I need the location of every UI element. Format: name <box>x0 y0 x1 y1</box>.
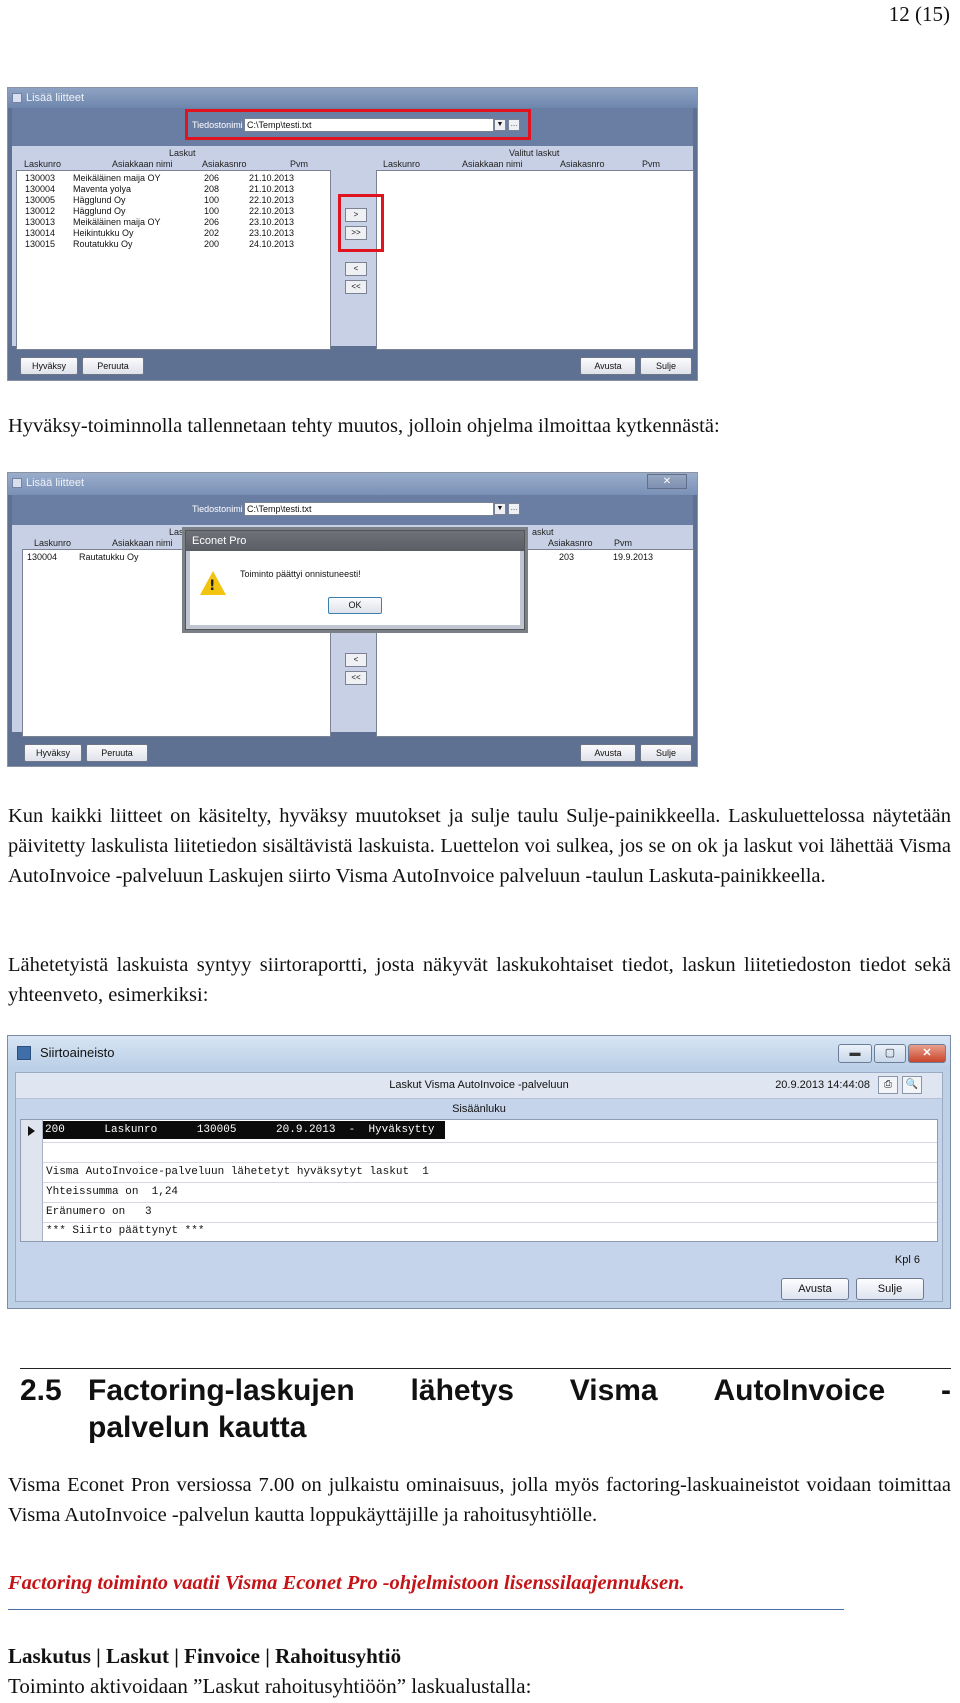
report-line: Eränumero on 3 <box>46 1206 152 1218</box>
report-title: Laskut Visma AutoInvoice -palveluun <box>389 1079 569 1091</box>
report-header <box>16 1073 942 1099</box>
table-row[interactable]: 130004 Maventa yolya 208 21.10.2013 <box>25 184 295 194</box>
maximize-icon[interactable]: ▢ <box>874 1044 906 1063</box>
report-line: *** Siirto päättynyt *** <box>46 1225 205 1237</box>
selected-invoices-title: askut <box>532 527 554 537</box>
paragraph-close-table: Kun kaikki liitteet on käsitelty, hyväksy muutokset ja sulje taulu Sulje-painikkeella. Laskuluettelossa näytetään päivitetty laskulista liitetiedon sisältävistä laskuista. Luettelon voi sulkea, jos se on ok ja laskut voi lähettää Visma AutoInvoice -palveluun Laskujen siirto Visma AutoInvoice palveluun -taulun Laskuta-painikkeella. <box>8 805 951 887</box>
close-icon[interactable]: ✕ <box>908 1044 946 1063</box>
col-customer-number: Asiakasnro <box>202 159 247 169</box>
col-invoice-number: Laskunro <box>24 159 62 169</box>
table-row[interactable]: 203 19.9.2013 <box>559 552 654 562</box>
attachments-dialog <box>7 87 698 381</box>
heading-line-2: palvelun kautta <box>88 1411 307 1444</box>
row-gutter <box>21 1120 43 1241</box>
dialog-title-bar <box>8 88 697 108</box>
col-customer-name: Asiakkaan nimi <box>112 538 173 548</box>
heading-word: Factoring-laskujen <box>88 1374 355 1407</box>
file-name-input[interactable]: C:\Temp\testi.txt <box>244 118 494 132</box>
report-line: Yhteissumma on 1,24 <box>46 1186 179 1198</box>
accept-button[interactable]: Hyväksy <box>24 744 82 762</box>
app-icon <box>12 478 22 488</box>
minimize-icon[interactable]: ▬ <box>838 1044 872 1063</box>
cancel-button[interactable]: Peruuta <box>82 357 144 375</box>
heading-rule <box>20 1368 951 1369</box>
move-left-button[interactable]: < <box>345 262 367 276</box>
report-grid[interactable] <box>20 1119 938 1242</box>
table-row[interactable]: 130014 Heikintukku Oy 202 23.10.2013 <box>25 228 295 238</box>
success-message-box <box>185 530 525 630</box>
file-name-label: Tiedostonimi <box>192 120 243 130</box>
selected-row[interactable]: 200 Laskunro 130005 20.9.2013 - Hyväksytty <box>43 1121 445 1139</box>
col-invoice-number: Laskunro <box>34 538 72 548</box>
table-row[interactable]: 130005 Hägglund Oy 100 22.10.2013 <box>25 195 295 205</box>
col-date: Pvm <box>290 159 308 169</box>
table-row[interactable]: 130015 Routatukku Oy 200 24.10.2013 <box>25 239 295 249</box>
move-left-button[interactable]: < <box>345 653 367 667</box>
col-invoice-number: Laskunro <box>383 159 421 169</box>
file-dropdown-arrow-icon[interactable]: ▼ <box>494 503 506 515</box>
move-right-button[interactable]: > <box>345 208 367 222</box>
window-close-button[interactable]: ✕ <box>647 474 687 489</box>
table-row[interactable]: 130003 Meikäläinen maija OY 206 21.10.2013 <box>25 173 295 183</box>
col-customer-number: Asiakasnro <box>548 538 593 548</box>
heading-word: - <box>940 1374 951 1407</box>
invoices-title: Laskut <box>169 148 196 158</box>
license-note: Factoring toiminto vaatii Visma Econet Pro -ohjelmistoon lisenssilaajennuksen. <box>8 1572 685 1594</box>
help-button[interactable]: Avusta <box>580 744 636 762</box>
transfer-report-window <box>7 1035 951 1309</box>
section-heading <box>20 1372 951 1446</box>
dialog-title: Lisää liitteet <box>26 477 85 489</box>
app-icon <box>17 1046 31 1060</box>
move-buttons-highlight <box>338 194 384 252</box>
heading-number: 2.5 <box>20 1374 62 1407</box>
heading-word: Visma <box>569 1374 658 1407</box>
row-count: Kpl 6 <box>894 1254 920 1266</box>
window-title: Siirtoaineisto <box>40 1045 115 1060</box>
window-title-bar <box>8 1036 950 1070</box>
note-rule <box>8 1609 844 1610</box>
col-date: Pvm <box>614 538 632 548</box>
print-preview-icon[interactable]: 🔍 <box>902 1076 922 1094</box>
activation-line: Toiminto aktivoidaan ”Laskut rahoitusyhtiöön” laskualustalla: <box>8 1674 532 1698</box>
col-customer-name: Asiakkaan nimi <box>112 159 173 169</box>
move-all-right-button[interactable]: >> <box>345 226 367 240</box>
col-date: Pvm <box>642 159 660 169</box>
file-name-highlight <box>185 109 531 140</box>
attachments-dialog-confirmation <box>7 472 698 767</box>
report-panel <box>15 1072 943 1302</box>
browse-button[interactable]: … <box>508 503 520 515</box>
help-button[interactable]: Avusta <box>580 357 636 375</box>
heading-word: lähetys <box>410 1374 514 1407</box>
selected-invoice-list[interactable] <box>376 170 694 350</box>
file-name-label: Tiedostonimi <box>192 504 243 514</box>
print-icon[interactable]: ⎙ <box>878 1076 898 1094</box>
table-row[interactable]: 130004 Rautatukku Oy <box>27 552 139 562</box>
message-text: Toiminto päättyi onnistuneesti! <box>240 569 361 579</box>
paragraph-factoring: Visma Econet Pron versiossa 7.00 on julkaistu ominaisuus, jolla myös factoring-laskuaineistot voidaan toimittaa Visma AutoInvoice -palvelun kautta loppukäyttäjille ja rahoitusyhtiölle. <box>8 1474 951 1526</box>
warning-exclamation-icon: ! <box>209 578 216 594</box>
browse-button[interactable]: … <box>508 119 520 131</box>
paragraph-report: Lähetetyistä laskuista syntyy siirtoraportti, josta näkyvät laskukohtaiset tiedot, laskun liitetiedoston tiedot sekä yhteenveto, esimerkiksi: <box>8 954 951 1006</box>
message-title: Econet Pro <box>186 531 524 551</box>
file-dropdown-arrow-icon[interactable]: ▼ <box>494 119 506 131</box>
col-customer-name: Asiakkaan nimi <box>462 159 523 169</box>
heading-word: AutoInvoice <box>713 1374 886 1407</box>
move-all-left-button[interactable]: << <box>345 280 367 294</box>
close-button[interactable]: Sulje <box>640 744 692 762</box>
dialog-title: Lisää liitteet <box>26 92 85 104</box>
help-button[interactable]: Avusta <box>781 1278 849 1300</box>
col-customer-number: Asiakasnro <box>560 159 605 169</box>
report-line: Visma AutoInvoice-palveluun lähetetyt hyväksytyt laskut 1 <box>46 1166 429 1178</box>
table-row[interactable]: 130013 Meikäläinen maija OY 206 23.10.2013 <box>25 217 295 227</box>
cancel-button[interactable]: Peruuta <box>86 744 148 762</box>
invoice-list[interactable] <box>16 170 331 350</box>
row-pointer-icon <box>28 1126 35 1136</box>
close-button[interactable]: Sulje <box>640 357 692 375</box>
paragraph-accept: Hyväksy-toiminnolla tallennetaan tehty muutos, jolloin ohjelma ilmoittaa kytkennästä: <box>8 415 720 437</box>
close-button[interactable]: Sulje <box>856 1278 924 1300</box>
table-row[interactable]: 130012 Hägglund Oy 100 22.10.2013 <box>25 206 295 216</box>
message-body <box>190 551 520 625</box>
page-number: 12 (15) <box>888 2 950 26</box>
accept-button[interactable]: Hyväksy <box>20 357 78 375</box>
menu-path: Laskutus | Laskut | Finvoice | Rahoitusyhtiö <box>8 1644 402 1668</box>
app-icon <box>12 93 22 103</box>
file-name-input[interactable]: C:\Temp\testi.txt <box>244 502 494 516</box>
dialog-title-bar <box>8 473 697 495</box>
selected-invoices-title: Valitut laskut <box>509 148 560 158</box>
invoices-title: Las <box>169 527 184 537</box>
move-all-left-button[interactable]: << <box>345 671 367 685</box>
report-datetime: 20.9.2013 14:44:08 <box>775 1079 870 1091</box>
ok-button[interactable]: OK <box>328 597 382 614</box>
section-title: Sisäänluku <box>452 1103 506 1115</box>
